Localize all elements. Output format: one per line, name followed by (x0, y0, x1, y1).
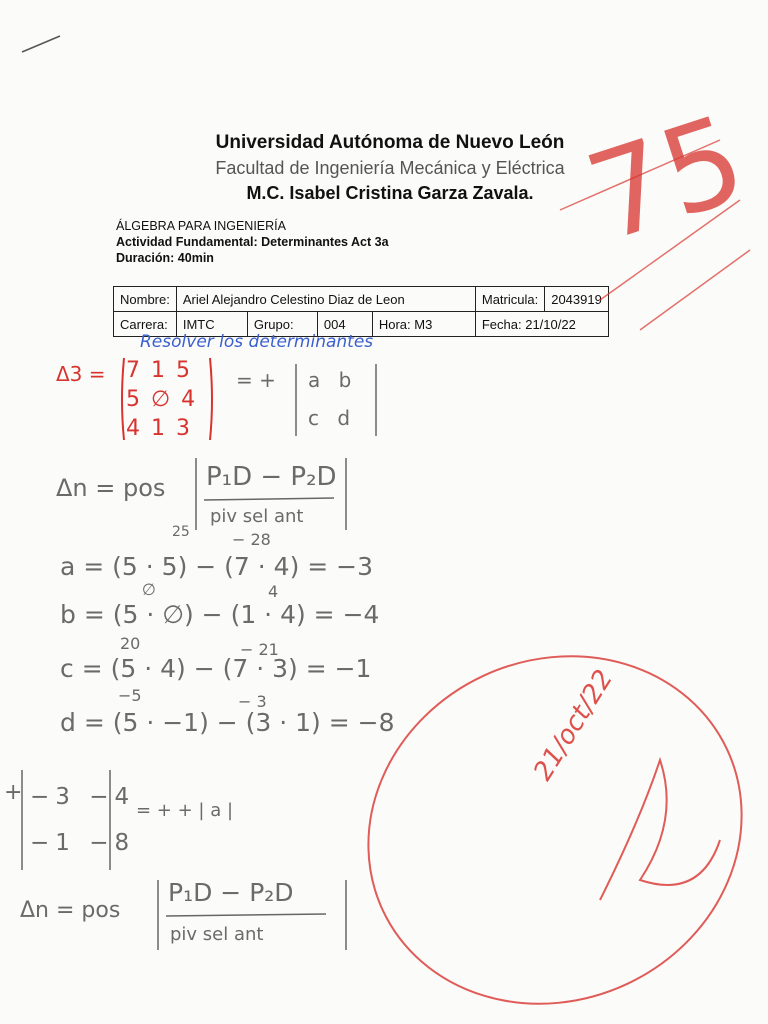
fecha-label: Fecha: 21/10/22 (475, 312, 608, 337)
calc-d: d = (5 · −1) − (3 · 1) = −8 (60, 708, 395, 737)
matricula-label: Matricula: (475, 287, 544, 312)
nombre-label: Nombre: (114, 287, 177, 312)
small-matrix-row-2: −1 −8 (30, 830, 136, 856)
minor-row-2: c d (308, 406, 357, 430)
calc-b: b = (5 · ∅) − (1 · 4) = −4 (60, 600, 380, 629)
signature-loop (311, 596, 768, 1024)
small-matrix-row-1: −3 −4 (30, 784, 136, 810)
grade-stroke (600, 200, 740, 300)
grupo-value: 004 (317, 312, 372, 337)
hora-label: Hora: M3 (372, 312, 475, 337)
note-3: − 3 (238, 692, 267, 711)
carrera-value: IMTC (176, 312, 247, 337)
faculty-name: Facultad de Ingeniería Mecánica y Eléctrica (215, 158, 565, 178)
note-28: − 28 (232, 530, 271, 549)
small-equation: = + + | a | (136, 800, 234, 821)
calc-c: c = (5 · 4) − (7 · 3) = −1 (60, 654, 372, 683)
subject-title: ÁLGEBRA PARA INGENIERÍA (116, 219, 286, 233)
formula-2-fraction-line (166, 914, 326, 916)
matrix-right-bar (210, 358, 212, 440)
formula-2-left: Δn = pos (20, 898, 121, 923)
matrix-row-3: 4 1 3 (126, 416, 192, 441)
note-25: 25 (172, 524, 190, 540)
formula-2-denominator: piv sel ant (170, 924, 264, 945)
matrix-left-bar (122, 358, 124, 440)
calc-a: a = (5 · 5) − (7 · 4) = −3 (60, 552, 374, 581)
instruction-text: Resolver los determinantes (140, 332, 374, 352)
matrix-row-2: 5 ∅ 4 (126, 387, 198, 412)
equals-plus: = + (236, 368, 276, 392)
nombre-value: Ariel Alejandro Celestino Diaz de Leon (176, 287, 475, 312)
formula-1-left: Δn = pos (56, 474, 166, 502)
matricula-value: 2043919 (545, 287, 609, 312)
formula-2-numerator: P₁D − P₂D (168, 878, 294, 907)
university-name: Universidad Autónoma de Nuevo León (215, 132, 565, 153)
activity-title: Actividad Fundamental: Determinantes Act 3a (116, 235, 389, 249)
formula-1-numerator: P₁D − P₂D (206, 462, 337, 492)
note-4: 4 (268, 582, 279, 601)
delta3-label: Δ3 = (56, 362, 106, 386)
signature-scribble (600, 760, 720, 900)
formula-1-denominator: piv sel ant (210, 506, 304, 527)
grade-mark: 75 (572, 89, 761, 270)
plus-sign: + (4, 780, 23, 805)
grade-stroke (560, 140, 720, 210)
note-20: 20 (120, 634, 141, 653)
note-zero: ∅ (142, 580, 156, 599)
formula-1-fraction-line (204, 498, 334, 500)
minor-row-1: a b (308, 368, 358, 392)
note-minus-5: −5 (118, 686, 142, 705)
matrix-row-1: 7 1 5 (126, 358, 192, 383)
grupo-label: Grupo: (247, 312, 317, 337)
signature-date: 21/oct/22 (528, 664, 620, 786)
teacher-name: M.C. Isabel Cristina Garza Zavala. (246, 183, 534, 203)
duration-label: Duración: 40min (116, 251, 214, 265)
carrera-label: Carrera: (114, 312, 177, 337)
note-21: − 21 (240, 640, 279, 659)
stray-pencil-line (22, 36, 60, 52)
grade-stroke (640, 250, 750, 330)
